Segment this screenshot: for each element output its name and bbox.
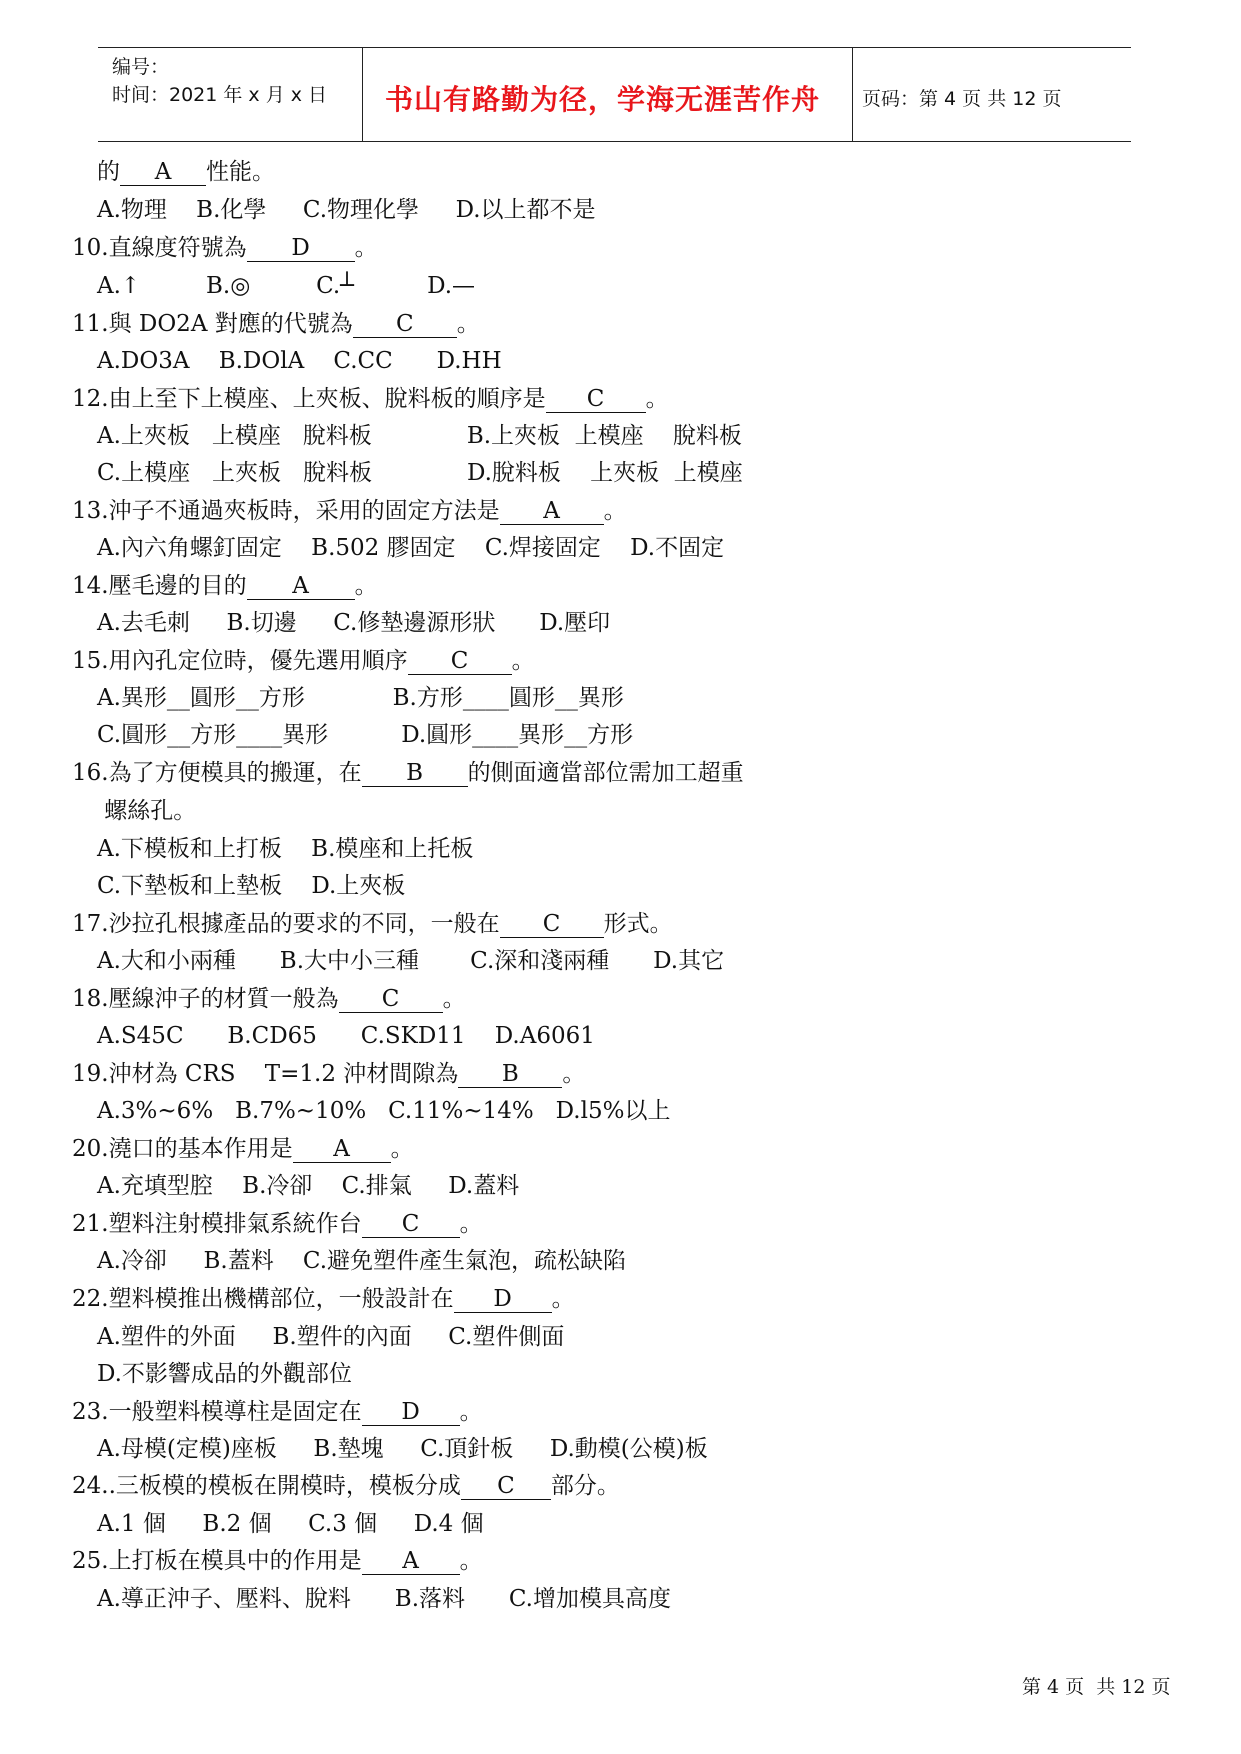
answer-blank: A xyxy=(293,1136,391,1163)
question-text: 22.塑料模推出機構部位，一般設計在 xyxy=(72,1286,454,1312)
question-text: 17.沙拉孔根據產品的要求的不同，一般在 xyxy=(72,911,500,937)
question-text: 19.沖材為 CRS T=1.2 沖材間隙為 xyxy=(72,1061,459,1087)
options-line: C.上模座 上夾板 脫料板 D.脫料板 上夾板 上模座 xyxy=(97,460,743,486)
question-text-tail: 性能。 xyxy=(206,159,275,185)
options-line: A.導正沖子、壓料、脫料 B.落料 C.增加模具高度 xyxy=(97,1586,671,1612)
question-text: 18.壓線沖子的材質一般為 xyxy=(72,986,339,1012)
header-divider-left xyxy=(362,47,363,141)
header-motto: 书山有路勤为径，学海无涯苦作舟 xyxy=(385,83,821,116)
question-text-tail: 的側面適當部位需加工超重 xyxy=(467,760,744,786)
options-line: C.圓形__方形____異形 D.圓形____異形__方形 xyxy=(97,722,634,748)
options-line: A.塑件的外面 B.塑件的內面 C.塑件側面 xyxy=(97,1324,565,1350)
question-text: 12.由上至下上模座、上夾板、脫料板的順序是 xyxy=(72,386,546,412)
question-text: 的 xyxy=(97,159,120,185)
question-line xyxy=(72,570,378,602)
answer-blank: C xyxy=(362,1211,460,1238)
question-text-tail: 。 xyxy=(459,1211,483,1237)
question-text-tail: 。 xyxy=(511,648,535,674)
question-text-tail: 。 xyxy=(459,1548,483,1574)
options-line: D.不影響成品的外觀部位 xyxy=(97,1361,352,1387)
answer-blank: A xyxy=(247,573,355,600)
question-text-tail: 。 xyxy=(390,1136,414,1162)
question-text-tail: 。 xyxy=(645,386,669,412)
question-text-tail: 。 xyxy=(354,573,378,599)
question-line xyxy=(72,983,466,1015)
header-number-label: 编号： xyxy=(112,56,170,78)
options-line: A.物理 B.化學 C.物理化學 D.以上都不是 xyxy=(97,197,596,223)
options-line: A.大和小兩種 B.大中小三種 C.深和淺兩種 D.其它 xyxy=(97,948,725,974)
answer-blank: D xyxy=(362,1399,460,1426)
header-divider-right xyxy=(852,47,853,141)
answer-blank: C xyxy=(546,386,646,413)
question-text: 25.上打板在模具中的作用是 xyxy=(72,1548,362,1574)
page-footer: 第 4 页 共 12 页 xyxy=(1022,1676,1171,1698)
options-line: A.異形__圓形__方形 B.方形____圓形__異形 xyxy=(97,685,624,711)
question-line xyxy=(72,308,480,340)
question-text-tail: 。 xyxy=(442,986,466,1012)
options-line: A.下模板和上打板 B.模座和上托板 xyxy=(97,836,474,862)
answer-blank: C xyxy=(408,648,512,675)
answer-blank: C xyxy=(353,311,457,338)
question-line xyxy=(72,757,744,789)
question-line xyxy=(72,1470,620,1502)
answer-blank: D xyxy=(454,1286,552,1313)
question-text-tail: 。 xyxy=(551,1286,575,1312)
options-line: C.下墊板和上墊板 D.上夾板 xyxy=(97,873,406,899)
question-text: 23.一般塑料模導柱是固定在 xyxy=(72,1399,362,1425)
options-line: A.DO3A B.DOlA C.CC D.HH xyxy=(97,348,502,374)
question-text: 16.為了方便模具的搬運，在 xyxy=(72,760,362,786)
question-line xyxy=(72,1058,585,1090)
options-line: A.1 個 B.2 個 C.3 個 D.4 個 xyxy=(97,1511,484,1537)
question-text: 11.與 DO2A 對應的代號為 xyxy=(72,311,353,337)
question-text: 10.直線度符號為 xyxy=(72,235,247,261)
question-line xyxy=(72,232,378,264)
options-line: 螺絲孔。 xyxy=(97,798,197,824)
question-text: 24..三板模的模板在開模時，模板分成 xyxy=(72,1473,461,1499)
answer-blank: A xyxy=(500,498,604,525)
question-line xyxy=(72,1545,483,1577)
question-text: 14.壓毛邊的目的 xyxy=(72,573,247,599)
answer-blank: C xyxy=(500,911,604,938)
options-line: A.↑ B.◎ C.┴ D.— xyxy=(97,273,476,299)
question-text: 13.沖子不通過夾板時，采用的固定方法是 xyxy=(72,498,500,524)
question-line xyxy=(72,645,535,677)
options-line: A.內六角螺釘固定 B.502 膠固定 C.焊接固定 D.不固定 xyxy=(97,535,725,561)
header-date: 时间：2021 年 x 月 x 日 xyxy=(112,84,328,106)
question-text-tail: 。 xyxy=(456,311,480,337)
header-top-rule xyxy=(98,47,1131,48)
question-line xyxy=(72,383,669,415)
options-line: A.上夾板 上模座 脫料板 B.上夾板 上模座 脫料板 xyxy=(97,423,742,449)
answer-blank: A xyxy=(120,159,206,186)
question-line xyxy=(97,156,275,188)
options-line: A.S45C B.CD65 C.SKD11 D.A6061 xyxy=(97,1023,595,1049)
question-text-tail: 。 xyxy=(459,1399,483,1425)
question-line xyxy=(72,908,673,940)
options-line: A.3%~6% B.7%~10% C.11%~14% D.l5%以上 xyxy=(97,1098,671,1124)
question-line xyxy=(72,1133,414,1165)
answer-blank: B xyxy=(362,760,468,787)
question-line xyxy=(72,1396,483,1428)
question-text-tail: 部分。 xyxy=(550,1473,620,1499)
header-bottom-rule xyxy=(98,141,1131,142)
question-text: 15.用內孔定位時，優先選用順序 xyxy=(72,648,408,674)
question-text: 20.澆口的基本作用是 xyxy=(72,1136,293,1162)
header-page-info: 页码：第 4 页 共 12 页 xyxy=(862,88,1062,110)
answer-blank: C xyxy=(461,1473,551,1500)
question-line xyxy=(72,1208,483,1240)
options-line: A.母模(定模)座板 B.墊塊 C.頂針板 D.動模(公模)板 xyxy=(97,1436,708,1462)
question-text-tail: 形式。 xyxy=(603,911,673,937)
question-line xyxy=(72,1283,575,1315)
options-line: A.去毛刺 B.切邊 C.修墊邊源形狀 D.壓印 xyxy=(97,610,611,636)
options-line: A.冷卻 B.蓋料 C.避免塑件產生氣泡，疏松缺陷 xyxy=(97,1248,627,1274)
answer-blank: B xyxy=(458,1061,562,1088)
question-line xyxy=(72,495,627,527)
question-text: 21.塑料注射模排氣系統作台 xyxy=(72,1211,362,1237)
answer-blank: D xyxy=(247,235,355,262)
question-text-tail: 。 xyxy=(603,498,627,524)
question-text-tail: 。 xyxy=(562,1061,586,1087)
options-line: A.充填型腔 B.冷卻 C.排氣 D.蓋料 xyxy=(97,1173,520,1199)
answer-blank: C xyxy=(339,986,443,1013)
question-text-tail: 。 xyxy=(354,235,378,261)
answer-blank: A xyxy=(362,1548,460,1575)
